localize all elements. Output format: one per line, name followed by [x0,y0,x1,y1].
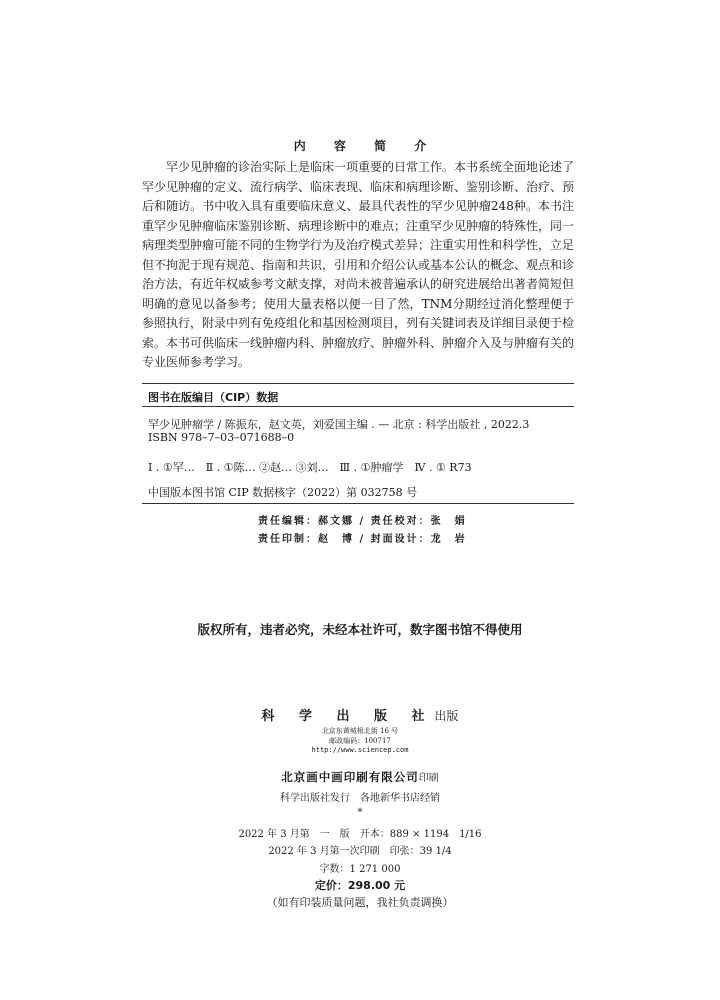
publisher-postcode: 邮政编码：100717 [329,737,391,745]
cip-bottom-rule [142,503,574,504]
quality-note: （如有印装质量问题，我社负责调换） [266,896,454,909]
summary-body: 罕少见肿瘤的诊治实际上是临床一项重要的日常工作。本书系统全面地论述了罕少见肿瘤的定义、流行病学、临床表现、临床和病理诊断、鉴别诊断、治疗、预后和随访。书中收入具有重要临床意义、最具代表性的罕少见肿瘤248种。本书注重罕少见肿瘤临床鉴别诊断、病理诊断中的难点；注重罕少见肿瘤的特殊性，同一病理类型肿瘤可能不同的生物学行为及治疗模式差异；注重实用性和科学性，立足但不拘泥于现有规范、指南和共识，引用和介绍公认或基本公认的概念、观点和诊治方法，有近年权威参考文献支撑，对尚未被普遍承认的研究进展给出著者简短但明确的意见以备参考；使用大量表格以便一目了然，TNM分期经过消化整理便于参照执行，附录中列有免疫组化和基因检测项目，列有关键词表及详细目录便于检索。本书可供临床一线肿瘤内科、肿瘤放疗、肿瘤外科、肿瘤介入及与肿瘤有关的专业医师参考学习。 [142,160,575,369]
cip-top-rule [142,383,574,384]
printer-line [0,766,720,785]
separator-asterisk: * [357,807,363,818]
cip-heading-rule [142,406,574,407]
cip-title-line: 罕少见肿瘤学 / 陈振东，赵文英，刘爱国主编 . — 北京 : 科学出版社 , 2022.3 [148,418,530,431]
cip-isbn: ISBN 978–7–03–071688–0 [148,431,295,444]
distribution-line: 科学出版社发行 各地新华书店经销 [280,793,440,804]
price: 定价：298.00 元 [314,879,406,892]
printer-suffix: 印刷 [418,773,439,784]
cip-record-number: 中国版本图书馆 CIP 数据核字（2022）第 032758 号 [148,486,418,499]
publisher-name: 科 学 出 版 社 [261,709,435,724]
printing-line: 2022 年 3 月第一次印刷 印张：39 1/4 [268,846,452,857]
publisher-address: 北京东黄城根北街 16 号 [321,727,399,735]
printer-name: 北京画中画印刷有限公司 [281,770,419,784]
editors-line-2: 责任印制：赵 博 / 封面设计：龙 岩 [258,534,467,545]
word-count: 字数：1 271 000 [319,864,401,875]
summary-title: 内 容 简 介 [293,139,439,153]
edition-line: 2022 年 3 月第 一 版 开本：889 × 1194 1/16 [238,829,482,840]
publisher-url: http://www.sciencep.com [311,746,409,754]
cip-classification: Ⅰ . ①罕… Ⅱ . ①陈… ②赵… ③刘… Ⅲ . ①肿瘤学 Ⅳ . ① R73 [148,461,472,474]
publisher-suffix: 出版 [434,709,459,723]
publisher-line [0,705,720,724]
cip-heading: 图书在版编目（CIP）数据 [148,391,279,404]
copyright-notice: 版权所有，违者必究，未经本社许可，数字图书馆不得使用 [197,622,523,637]
editors-line-1: 责任编辑：郝文娜 / 责任校对：张 娟 [258,516,467,527]
